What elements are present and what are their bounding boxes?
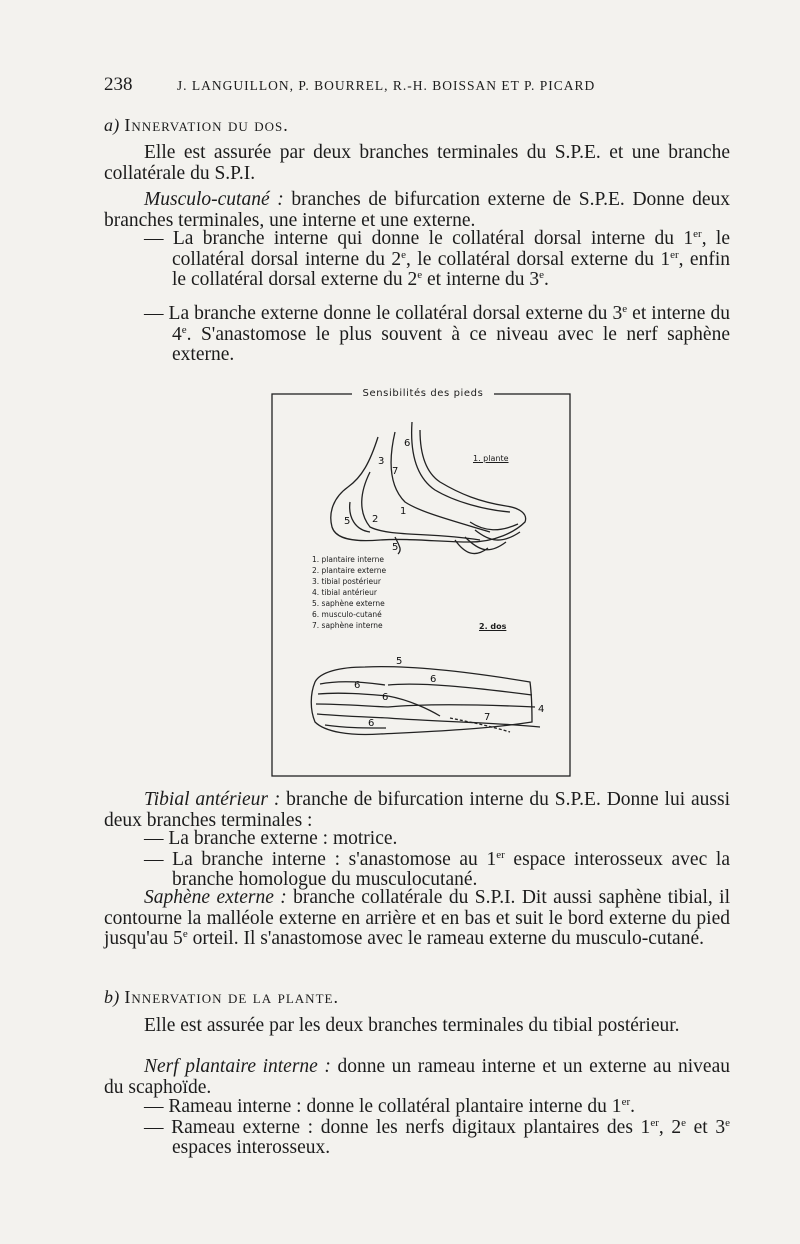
section-title: Innervation de la plante. (124, 987, 339, 1007)
paragraph-nerf-plantaire-interne: Nerf plantaire interne : donne un rameau interne et un externe au niveau du scaphoïde. (104, 1056, 730, 1098)
figure-label-dos: 2. dos (479, 622, 507, 631)
nerve-line (362, 472, 480, 540)
term: Saphène externe : (144, 887, 287, 908)
nerve-number: 6 (354, 680, 361, 691)
nerve-number: 3 (378, 456, 385, 467)
legend-item: 7. saphène interne (312, 621, 383, 630)
legend-item: 2. plantaire externe (312, 566, 387, 575)
nerve-number: 2 (372, 514, 379, 525)
nerve-number: 1 (400, 506, 407, 517)
section-heading-a (104, 115, 730, 136)
nerve-number: 5 (344, 516, 351, 527)
nerve-number: 5 (396, 656, 403, 667)
toe-line (317, 714, 388, 718)
figure-title: Sensibilités des pieds (352, 385, 494, 403)
dash-items-rameaux: — Rameau interne : donne le collatéral plantaire interne du 1er. — Rameau externe : donne les nerfs digitaux plantaires des 1er, 2e et 3e espaces interosseux. (144, 1096, 731, 1158)
section-title: Innervation du dos. (124, 115, 289, 135)
nerve-line (388, 718, 540, 727)
paragraph-plante-intro: Elle est assurée par les deux branches terminales du tibial postérieur. (144, 1015, 680, 1036)
nerve-line (388, 684, 532, 695)
running-header (104, 74, 664, 96)
toe-line (325, 725, 386, 728)
nerve-line (388, 705, 535, 707)
nerve-number: 4 (538, 704, 545, 715)
section-heading-b (104, 987, 730, 1008)
plantar-foot-outline (331, 430, 526, 542)
legend-item: 6. musculo-cutané (312, 610, 382, 619)
dash-items-tibial: — La branche externe : motrice. — La branche interne : s'anastomose au 1er espace interosseux avec la branche homologue du musculocutané. (144, 828, 730, 890)
legend-item: 4. tibial antérieur (312, 588, 377, 597)
toe-line (316, 704, 388, 707)
nerve-number: 7 (392, 466, 399, 477)
nerve-number: 6 (368, 718, 375, 729)
dash-item-branche-interne: — La branche interne qui donne le collatéral dorsal interne du 1er, le collatéral dorsal interne du 2e, le collatéral dorsal externe du 1er, enfin le collatéral dorsal externe du 2e et interne du 3e. (144, 228, 730, 290)
legend-item: 5. saphène externe (312, 599, 385, 608)
nerve-number: 6 (382, 692, 389, 703)
foot-sensibility-figure (270, 382, 572, 778)
section-letter: b) (104, 987, 120, 1007)
paragraph-saphene-externe: Saphène externe : branche collatérale du S.P.I. Dit aussi saphène tibial, il contourne la malléole externe en arrière et en bas et suit le bord externe du pied jusqu'au 5e orteil. Il s'anastomose avec le rameau externe du musculo-cutané. (104, 887, 730, 949)
legend-item: 1. plantaire interne (312, 555, 384, 564)
dash-item-branche-externe: — La branche externe donne le collatéral dorsal externe du 3e et interne du 4e. S'anastomose le plus souvent à ce niveau avec le nerf saphène externe. (144, 303, 730, 365)
term: Nerf plantaire interne : (144, 1056, 331, 1077)
nerve-number: 7 (484, 712, 491, 723)
section-letter: a) (104, 115, 120, 135)
nerve-number: 5 (392, 542, 399, 553)
figure-legend (312, 554, 386, 631)
legend-item: 3. tibial postérieur (312, 577, 381, 586)
term: Tibial antérieur : (144, 789, 281, 810)
paragraph-tibial-anterieur: Tibial antérieur : branche de bifurcation interne du S.P.E. Donne lui aussi deux branches terminales : (104, 789, 730, 831)
paragraph-dos-intro: Elle est assurée par deux branches terminales du S.P.E. et une branche collatérale du S.P.I. (104, 142, 730, 184)
nerve-line (350, 502, 370, 532)
nerve-number: 6 (404, 438, 411, 449)
nerve-number: 6 (430, 674, 437, 685)
figure-label-plante: 1. plante (473, 454, 509, 463)
toe-line (318, 693, 388, 696)
page-number: 238 (104, 74, 133, 95)
paragraph-musculo-cutane: Musculo-cutané : branches de bifurcation externe de S.P.E. Donne deux branches terminales, une interne et une externe. (104, 189, 730, 231)
header-authors: J. LANGUILLON, P. BOURREL, R.-H. BOISSAN ET P. PICARD (176, 78, 596, 93)
toe-line (320, 682, 385, 685)
term: Musculo-cutané : (144, 189, 284, 210)
